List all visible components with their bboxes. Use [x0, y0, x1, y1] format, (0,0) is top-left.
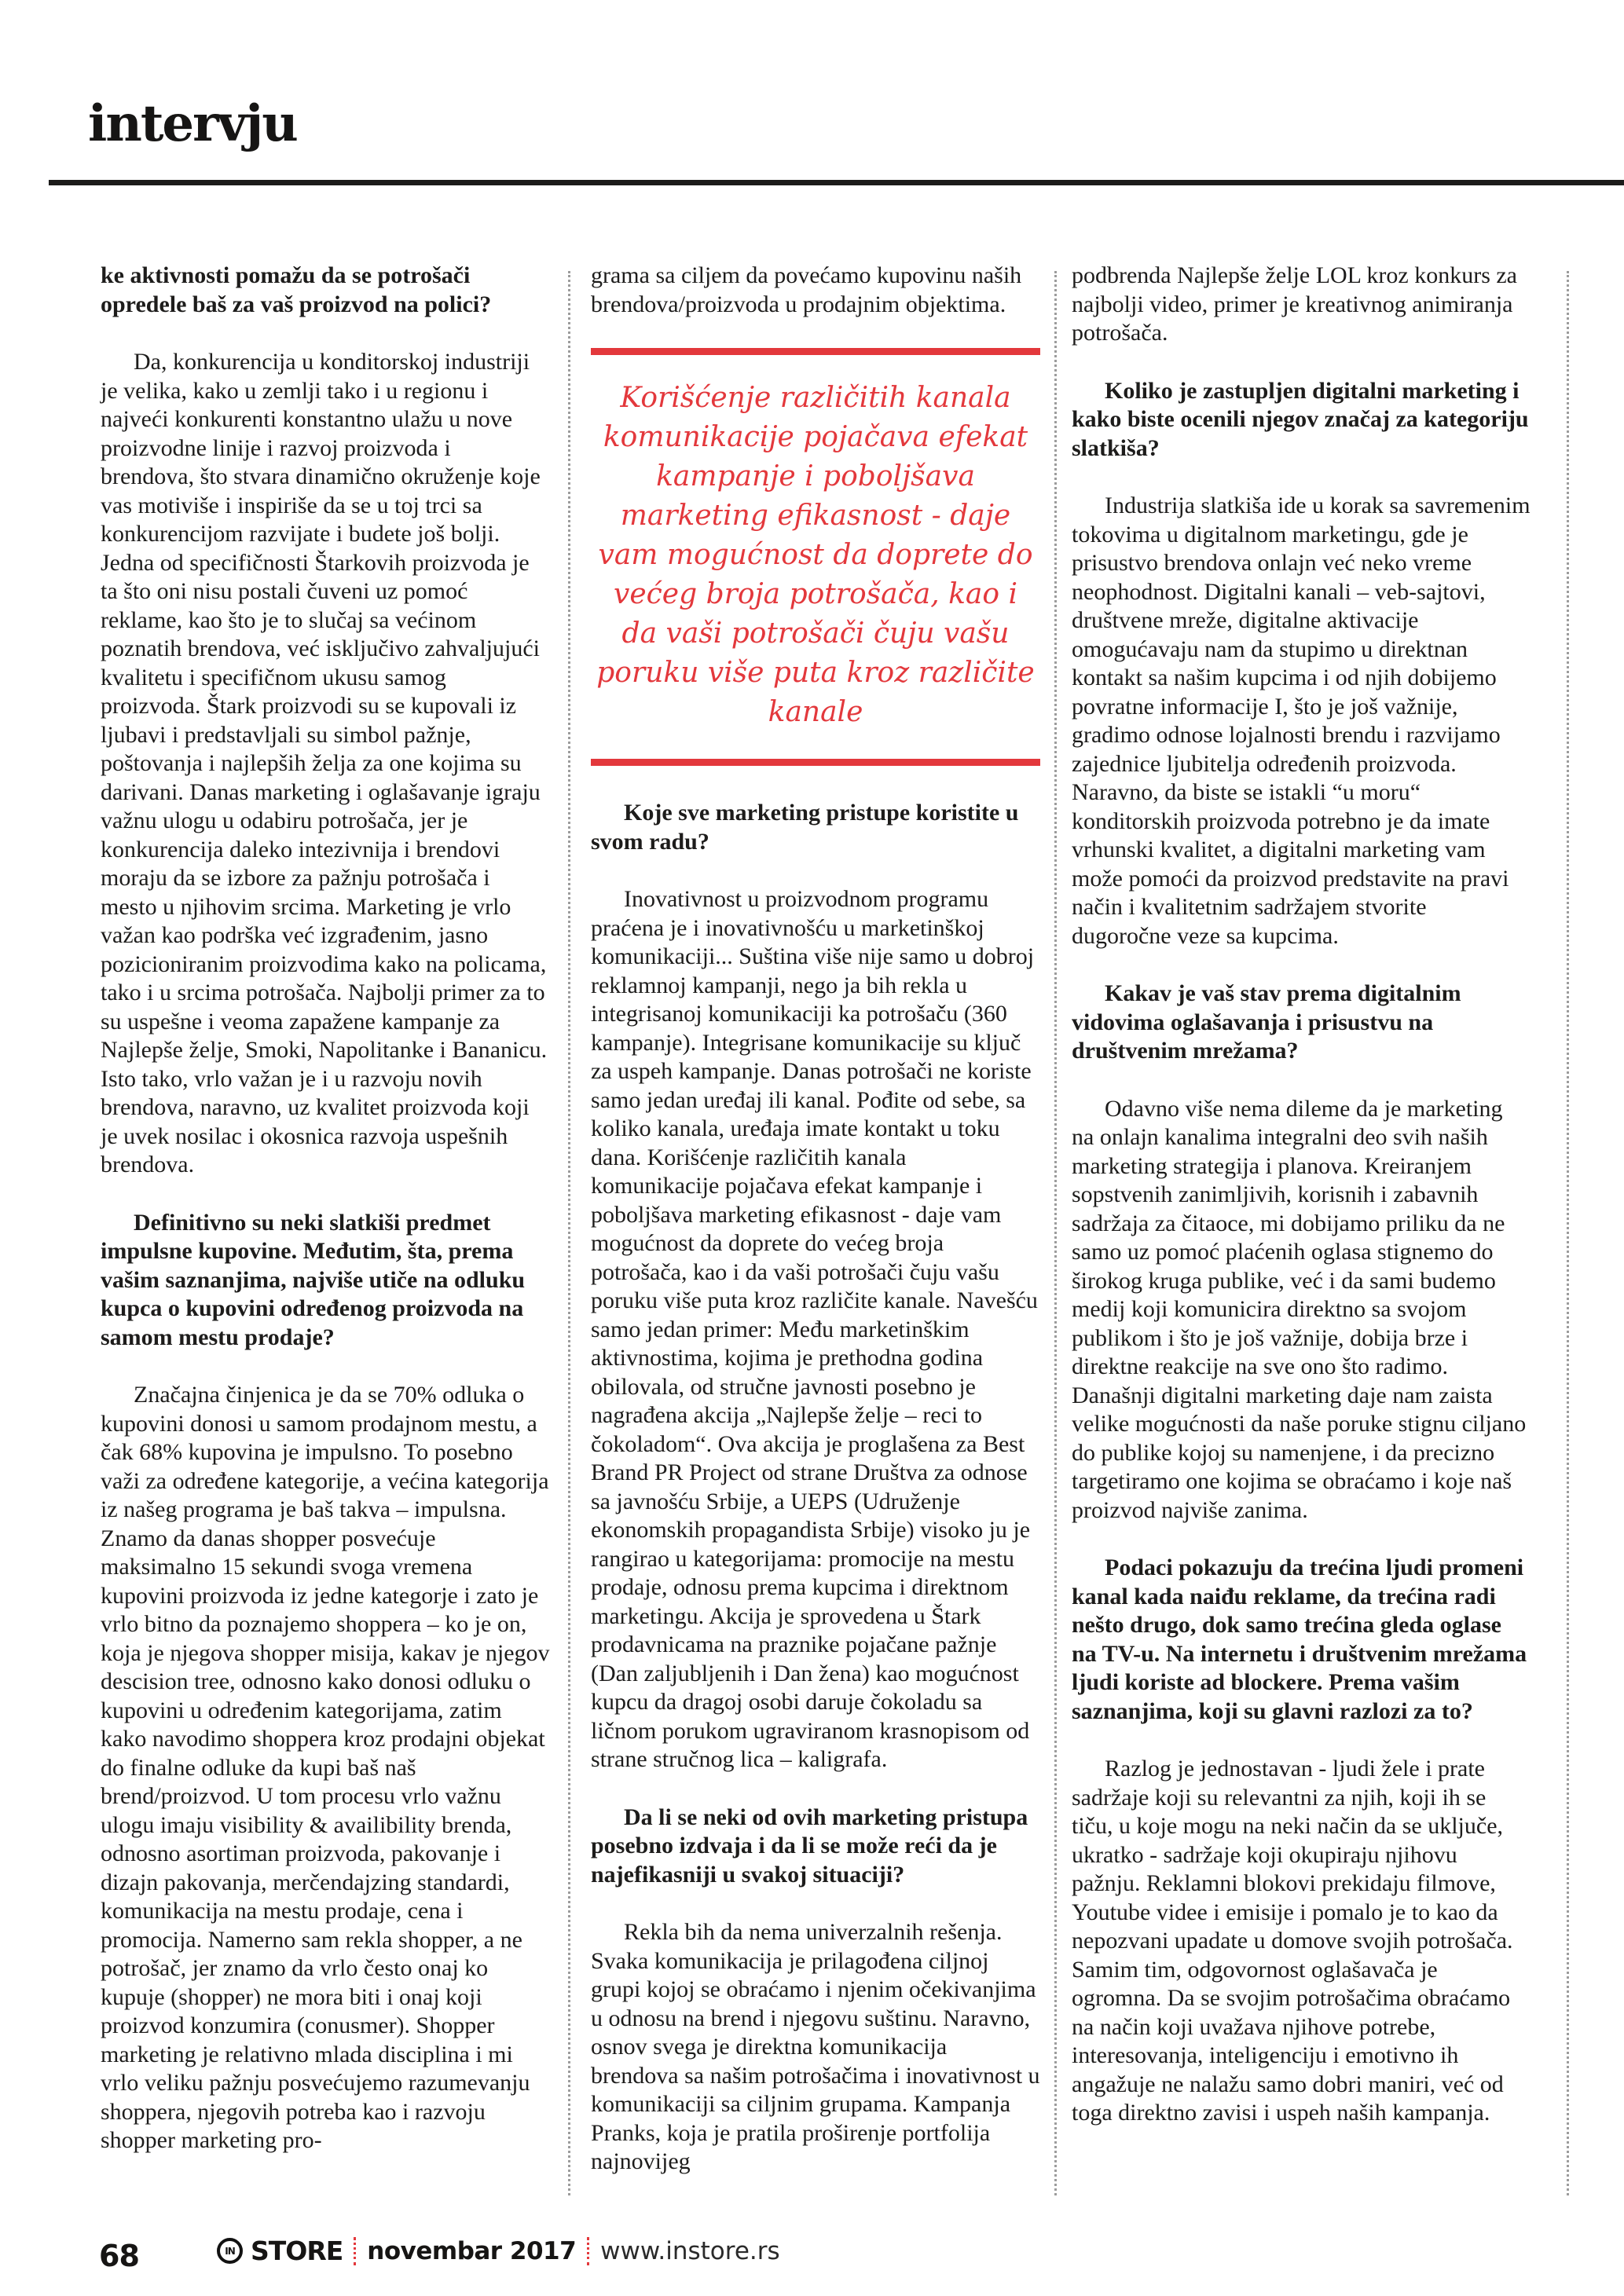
question-paragraph: Koliko je zastupljen digitalni marketing i kako biste ocenili njegov značaj za kategoriju slatkiša?	[1072, 377, 1529, 461]
continuation-paragraph: grama sa ciljem da povećamo kupovinu naših brendova/proizvoda u prodajnim objektima.	[591, 262, 1022, 317]
column-2	[591, 262, 1040, 2177]
answer-paragraph: Rekla bih da nema univerzalnih rešenja. Svaka komunikacija je prilagođena ciljnoj grupi kojoj se obraćamo i njenim očekivanjima u odnosu na brend i njegovu suštinu. Naravno, osnov svega je direktna komunikacija brendova sa našim potrošačima i inovativnost u komunikaciji sa ciljnim grupama. Kampanja Pranks, koja je pratila proširenje portfolija najnovijeg	[591, 1919, 1040, 2174]
question-paragraph: Definitivno su neki slatkiši predmet impulsne kupovine. Međutim, šta, prema vašim saznanjima, najviše utiče na odluku kupca o kupovini određenog proizvoda na samom mestu prodaje?	[101, 1209, 526, 1350]
brand-name: STORE	[251, 2236, 343, 2266]
answer-paragraph: Da, konkurencija u konditorskoj industriji je velika, kako u zemlji tako i u regionu i najveći konkurenti konstantno ulažu u nove proizvodne linije i razvoj proizvoda i brendova, što stvara dinamično okruženje koje vas motiviše i inspiriše da se u toj trci sa konkurencijom razvijate i budete još bolji. Jedna od specifičnosti Štarkovih proizvoda je ta što oni nisu postali čuveni uz pomoć reklame, kao što je to slučaj sa većinom poznatih brendova, već isključivo zahvaljujući kvalitetu i specifičnom ukusu samog proizvoda. Štark proizvodi su se kupovali iz ljubavi i predstavljali su simbol pažnje, poštovanja i najlepših želja za one kojima su darivani. Danas marketing i oglašavanje igraju važnu ulogu u odabiru potrošača, jer je konkurencija daleko intezivnija i brendovi moraju da se izbore za pažnju potrošača i mesto u njihovim srcima. Marketing je vrlo važan kao podrška već izgrađenim, jasno pozicioniranim proizvodima kako na policama, tako i u srcima potrošača. Najbolji primer za to su uspešne i veoma zapažene kampanje za Najlepše želje, Smoki, Napolitanke i Bananicu. Isto tako, vrlo važan je i u razvoju novih brendova, naravno, uz kvalitet proizvoda koji je uvek nosilac i okosnica razvoja uspešnih brendova.	[101, 349, 548, 1177]
question-paragraph: Da li se neki od ovih marketing pristupa posebno izdvaja i da li se može reći da je najefikasniji u svakoj situaciji?	[591, 1803, 1028, 1888]
question-continued: ke aktivnosti pomažu da se potrošači opredele baš za vaš proizvod na polici?	[101, 262, 492, 317]
instore-logo-icon: IN	[217, 2238, 243, 2264]
continuation-paragraph: podbrenda Najlepše želje LOL kroz konkurs za najbolji video, primer je kreativnog animiranja potrošača.	[1072, 262, 1517, 346]
quote-rule-top	[591, 348, 1040, 355]
page-footer	[0, 2236, 1624, 2280]
answer-paragraph: Industrija slatkiša ide u korak sa savremenim tokovima u digitalnom marketingu, gde je prisustvo brendova onlajn već neko vreme neophodnost. Digitalni kanali – veb-sajtovi, društvene mreže, digitalne aktivacije omogućavaju nam da stupimo u direktnan kontakt sa našim kupcima i od njih dobijemo povratne informacije I, što je još važnije, gradimo odnose lojalnosti brendu i razvijamo zajednice ljubitelja određenih proizvoda. Naravno, da biste se istakli “u moru“ konditorskih proizvoda potrebno je da imate vrhunski kvalitet, a digitalni marketing vam može pomoći da proizvod predstavite na pravi način i kvalitetnim sadržajem stvorite dugoročne veze sa kupcima.	[1072, 493, 1531, 949]
column-3	[1072, 262, 1531, 2128]
website-url: www.instore.rs	[600, 2236, 780, 2265]
answer-paragraph: Odavno više nema dileme da je marketing na onlajn kanalima integralni deo svih naših marketing strategija i planova. Kreiranjem sopstvenih zanimljivih, korisnih i zabavnih sadržaja za čitaoce, mi dobijamo priliku da ne samo uz pomoć plaćenih oglasa stignemo do širokog kruga publike, već i da sami budemo medij koji komunicira direktno sa svojom publikom i što je još važnije, dobija brze i direktne reakcije na sve ono što radimo. Današnji digitalni marketing daje nam zaista velike mogućnosti da naše poruke stignu ciljano do publike kojoj su namenjene, i da precizno targetiramo one kojima se obraćamo i koje naš proizvod najviše zanima.	[1072, 1095, 1527, 1523]
column-separator	[568, 271, 570, 2195]
column-1	[101, 262, 550, 2155]
question-paragraph: Kakav je vaš stav prema digitalnim vidovima oglašavanja i prisustvu na društvenim mrežama?	[1072, 980, 1461, 1064]
header-rule	[49, 180, 1624, 185]
answer-paragraph: Inovativnost u proizvodnom programu praćena je i inovativnošću u marketinškoj komunikaciji... Suština više nije samo u dobroj reklamnoj kampanji, nego ja bih rekla u integrisanoj komunikaciji ka potrošaču (360 kampanje). Integrisane komunikacije su ključ za uspeh kampanje. Danas potrošači ne koriste samo jedan uređaj ili kanal. Pođite od sebe, sa koliko kanala, uređaja imate kontakt u toku dana. Korišćenje različitih kanala komunikacije pojačava efekat kampanje i poboljšava marketing efikasnost - daje vam mogućnost da doprete do većeg broja potrošača, kao i da vaši potrošači čuju vašu poruku više puta kroz različite kanale. Navešću samo jedan primer: Među marketinškim aktivnostima, kojima je prethodna godina obilovala, od stručne javnosti posebno je nagrađena akcija „Najlepše želje – reci to čokoladom“. Ova akcija je proglašena za Best Brand PR Project od strane Društva za odnose sa javnošću Srbije, a UEPS (Udruženje ekonomskih propagandista Srbije) visoko ju je rangirao u kategorijama: promocije na mestu prodaje, odnosu prema kupcima i direktnom marketingu. Akcija je sprovedena u Štark prodavnicama na praznike pojačane pažnje (Dan zaljubljenih i Dan žena) kao mogućnost kupcu da dragoj osobi daruje čokoladu sa ličnom porukom ugraviranom krasnopisom od strane stručnog lica – kaligrafa.	[591, 886, 1038, 1772]
pull-quote: Korišćenje različitih kanala komunikacije pojačava efekat kampanje i poboljšava marketing efikasnost - daje vam mogućnost da doprete do većeg broja potrošača, kao i da vaši potrošači čuju vašu poruku više puta kroz različite kanale	[596, 382, 1035, 728]
pull-quote-block	[591, 348, 1040, 766]
page-number: 68	[99, 2239, 139, 2273]
column-separator	[1054, 271, 1057, 2195]
question-paragraph: Koje sve marketing pristupe koristite u svom radu?	[591, 800, 1019, 855]
issue-date: novembar 2017	[367, 2236, 577, 2265]
section-label: intervju	[88, 94, 297, 153]
answer-paragraph: Razlog je jednostavan - ljudi žele i prate sadržaje koji su relevantni za njih, koji ih se tiču, u koje mogu na neki način da se uključe, ukratko - sadržaje koji okupiraju njihovu pažnju. Reklamni blokovi prekidaju filmove, Youtube videe i emisije i pomalo je to kao da nepozvani upadate u domove svojih potrošača. Samim tim, odgovornost oglašavača je ogromna. Da se svojim potrošačima obraćamo na način koji uvažava njihove potrebe, interesovanja, inteligenciju i emotivno ih angažuje ne nalažu samo dobri maniri, već od toga direktno zavisi i uspeh naših kampanja.	[1072, 1756, 1513, 2126]
quote-rule-bottom	[591, 759, 1040, 766]
footer-divider	[587, 2237, 589, 2265]
answer-paragraph: Značajna činjenica je da se 70% odluka o kupovini donosi u samom prodajnom mestu, a čak 68% kupovina je impulsno. To posebno važi za određene kategorije, a većina kategorija iz našeg programa je baš takva – impulsna. Znamo da danas shopper posvećuje maksimalno 15 sekundi svoga vremena kupovini proizvoda iz jedne kategorje i zato je vrlo bitno da poznajemo shoppera – ko je on, koja je njegova shopper misija, kakav je njegov descision tree, odnosno kako donosi odluku o kupovini u određenim kategorijama, zatim kako navodimo shoppera kroz prodajni objekat do finalne odluke da kupi baš naš brend/proizvod. U tom procesu vrlo važnu ulogu imaju visibility & availibility brenda, odnosno asortiman proizvoda, pakovanje i dizajn pakovanja, merčendajzing standardi, komunikacija na mestu prodaje, cena i promocija. Namerno sam rekla shopper, a ne potrošač, jer znamo da vrlo često onaj ko kupuje (shopper) ne mora biti i onaj koji proizvod konzumira (conusmer). Shopper marketing je relativno mlada disciplina i mi vrlo veliku pažnju posvećujemo razumevanju shoppera, njegovih potreba kao i razvoju shopper marketing pro-	[101, 1382, 550, 2153]
footer-divider	[354, 2237, 356, 2265]
column-separator	[1567, 271, 1569, 2195]
footer-brand	[217, 2236, 780, 2266]
question-paragraph: Podaci pokazuju da trećina ljudi promeni kanal kada naiđu reklame, da trećina radi nešto drugo, dok samo trećina gleda oglase na TV-u. Na internetu i društvenim mrežama ljudi koriste ad blockere. Prema vašim saznanjima, koji su glavni razlozi za to?	[1072, 1554, 1527, 1724]
